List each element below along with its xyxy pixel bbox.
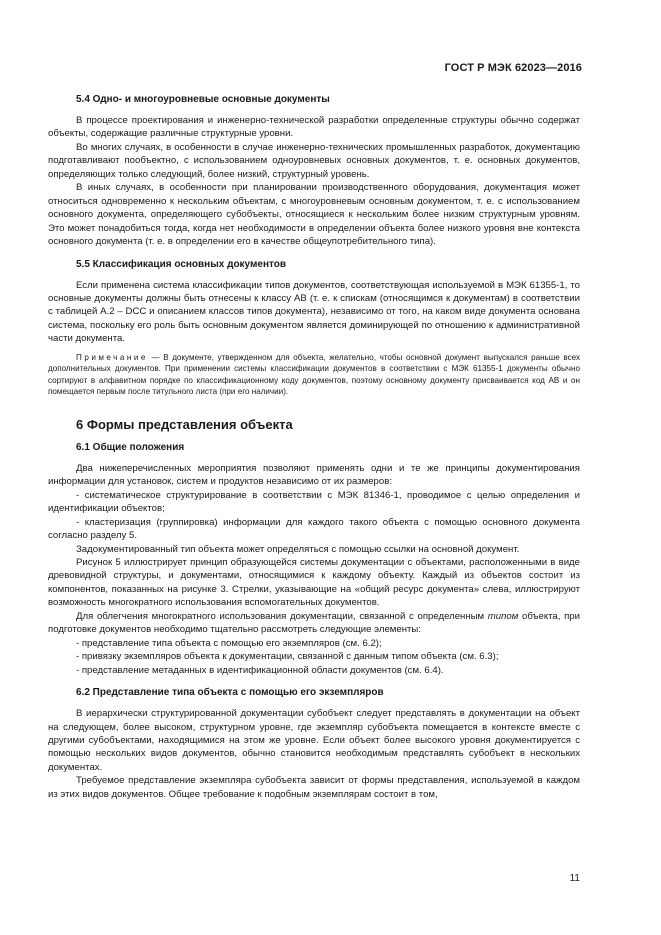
standard-header: ГОСТ Р МЭК 62023—2016 <box>444 62 582 74</box>
list-item: - представление типа объекта с помощью его экземпляров (см. 6.2); <box>76 637 382 649</box>
text-italic: типом <box>487 610 519 622</box>
paragraph <box>48 610 580 637</box>
paragraph: Если применена система классификации типов документов, соответствующая используемой в МЭК 61355-1, то основные документы должны быть отнесены к классу AB (т. е. к спискам (относящимся к документам) в соответствии с таблицей A.2 – DCC и описанием классов типов документа), независимо от того, на каком виде документа основана система, поскольку его роль быть основным документом является доминирующей по отношению к административной части документа. <box>48 279 580 345</box>
list-item: - кластеризация (группировка) информации для каждого такого объекта с помощью основного документа согласно разделу 5. <box>48 516 580 542</box>
list-item: - привязку экземпляров объекта к документации, связанной с данным типом объекта (см. 6.3); <box>76 651 499 663</box>
paragraph: В иных случаях, в особенности при планировании производственного оборудования, документация может относиться одновременно к нескольким объектам, с многоуровневым основным документом, т. е. с использованием основного документа, определяющего субобъекты, относящиеся к нескольким более низким структурным уровням. Это может понадобиться тогда, когда нет необходимости в определении объекта более низкого уровня вне контекста основного документа (т. е. в определении его в качестве общеупотребительного типа). <box>48 182 580 248</box>
page-number: 11 <box>569 873 580 884</box>
paragraph: Требуемое представление экземпляра субобъекта зависит от формы представления, используемой в каждом из этих видов документов. Общее требование к подобным экземплярам состоит в том, <box>48 775 580 800</box>
paragraph: В процессе проектирования и инженерно-технической разработки определенные структуры обычно содержат объекты, содержащие различные структурные уровни. <box>48 115 580 140</box>
paragraph: Задокументированный тип объекта может определяться с помощью ссылки на основной документ. <box>76 543 520 555</box>
section-5-5-heading: 5.5 Классификация основных документов <box>76 258 287 270</box>
paragraph: Рисунок 5 иллюстрирует принцип образующейся системы документации с объектами, расположенными в виде древовидной структуры, и документами, относящимися к каждому объекту. Каждый из объектов состоит из компонентов, показанных на рисунке 3. Стрелки, указывающие на «общий ресурс документа» слева, иллюстрируют возможность многократного использования вспомогательных документов. <box>48 556 580 609</box>
paragraph: В иерархически структурированной документации субобъект следует представлять в документации на объект на следующем, более высоком, структурном уровне, где экземпляр субобъекта помещается в контексте вместе с другими субобъектами, находящимися на этом же уровне. Если объект более высокого уровня документируется с помощью нескольких видов документов, обычно становится необходимым представлять субобъект в нескольких документах. <box>48 708 580 773</box>
section-5-4-heading: 5.4 Одно- и многоуровневые основные документы <box>76 94 330 105</box>
note-text: — В документе, утвержденном для объекта, желательно, чтобы основной документ выпускался раньше всех дополнительных документов. При применении системы классификации документов в соответствии с МЭК 61355-1 документы обычно сортируют в алфавитном порядке по классификационному коду документов, поэтому основному документу присваивается код AB и он помещается первым после титульного листа (при его наличии). <box>48 352 580 397</box>
list-item: - систематическое структурирование в соответствии с МЭК 81346-1, проводимое с целью определения и идентификации объектов; <box>48 489 580 515</box>
section-6-heading: 6 Формы представления объекта <box>76 416 293 432</box>
page-content <box>48 93 580 801</box>
note <box>48 352 580 398</box>
list-item: - представление метаданных в идентификационной области документов (см. 6.4). <box>76 664 444 676</box>
paragraph: Во многих случаях, в особенности в случае инженерно-технических промышленных разработок, документацию подготавливают пообъектно, с использованием одноуровневых основных документов, т. е. основных документов, определяющих только следующий, более низкий, структурный уровень. <box>48 141 580 180</box>
text-run: объекта, при подготовке документов необходимо тщательно рассмотреть следующие элементы: <box>48 610 580 636</box>
text-run: Для облегчения многократного использования документации, связанной с определенным <box>76 610 488 622</box>
note-label: Примечание <box>76 352 148 362</box>
section-6-2-heading: 6.2 Представление типа объекта с помощью его экземпляров <box>76 687 384 699</box>
paragraph: Два нижеперечисленных мероприятия позволяют применять одни и те же принципы документирования информации для установок, систем и продуктов независимо от их размеров: <box>48 462 580 488</box>
section-6-1-heading: 6.1 Общие положения <box>76 441 185 453</box>
